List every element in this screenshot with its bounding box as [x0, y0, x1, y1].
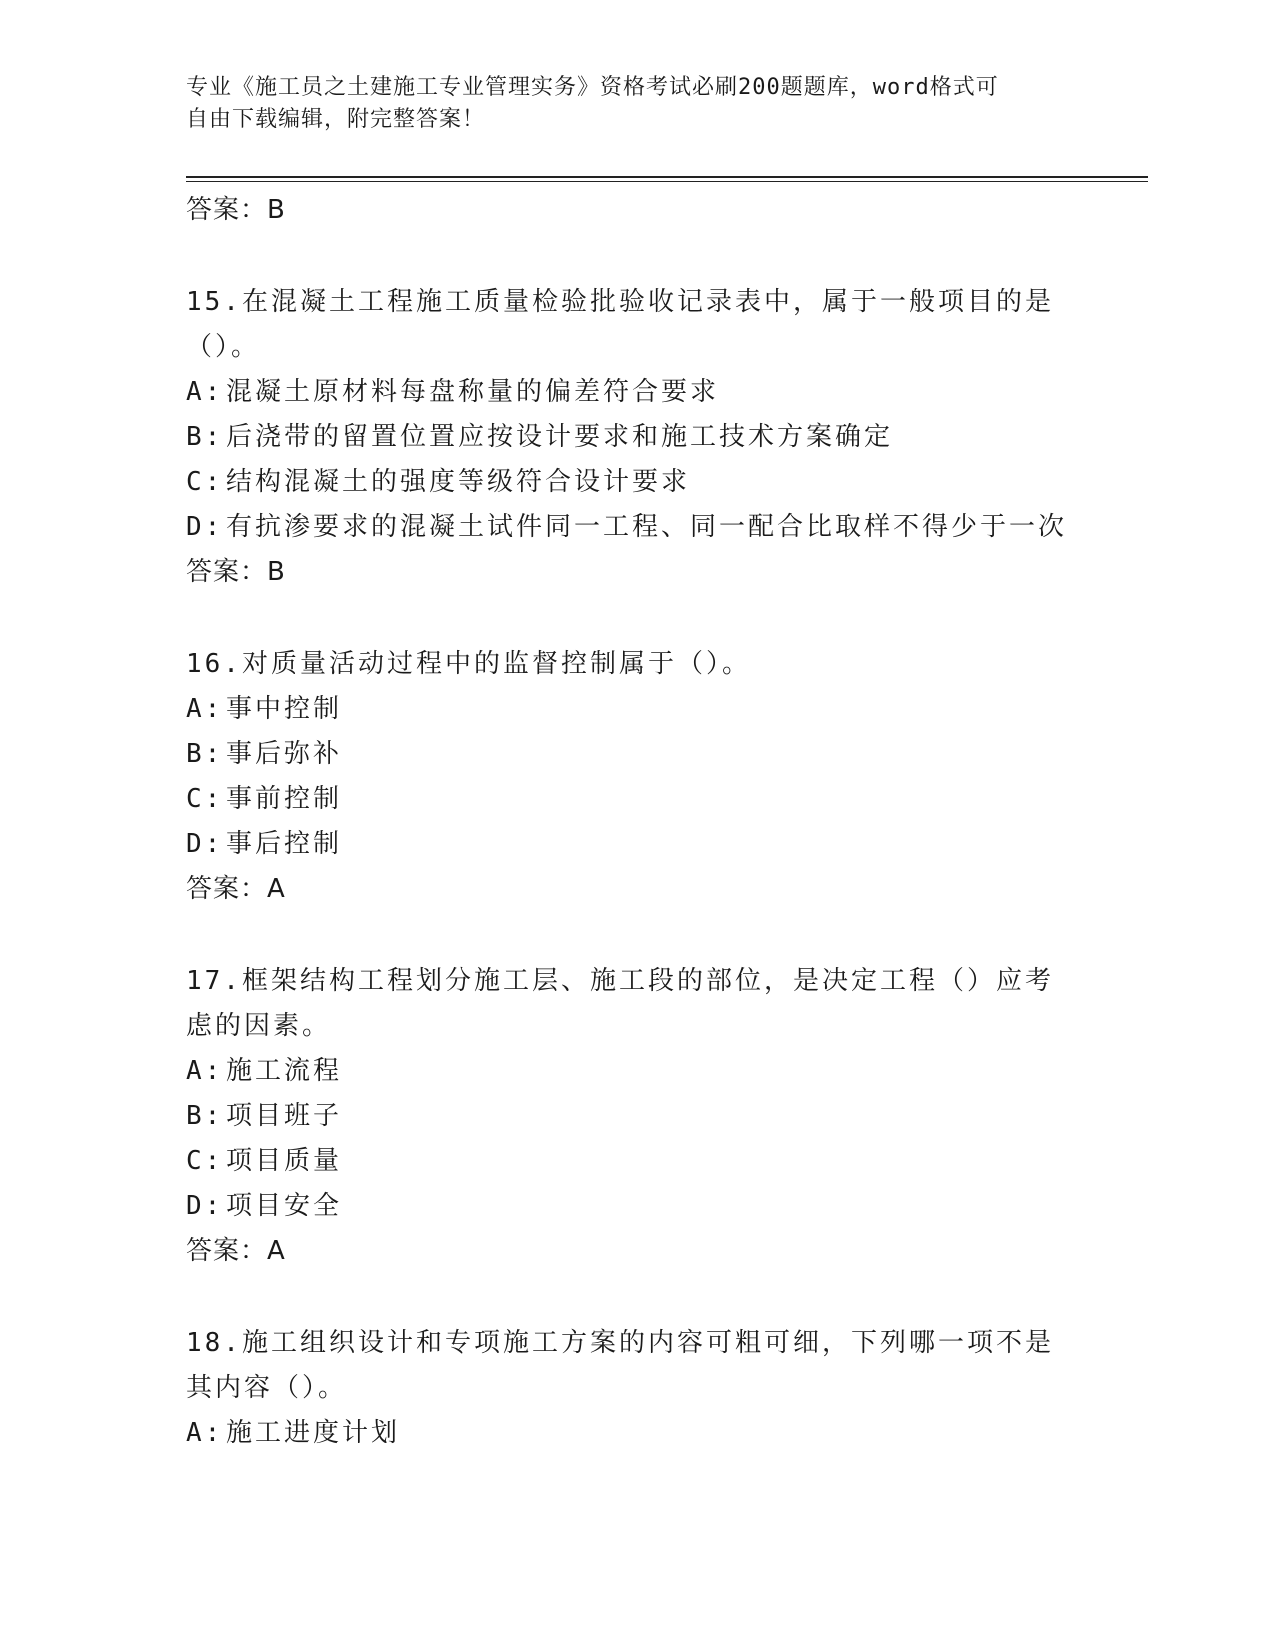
- question-stem: 16.对质量活动过程中的监督控制属于（）。: [186, 649, 751, 679]
- option-letter: C:: [186, 1146, 224, 1176]
- option-letter: A:: [186, 694, 224, 724]
- question-block: [186, 1321, 1066, 1456]
- option-letter: B:: [186, 739, 224, 769]
- option-text: 结构混凝土的强度等级符合设计要求: [226, 467, 691, 497]
- option-letter: B:: [186, 1101, 224, 1131]
- option-c: [186, 777, 1066, 822]
- option-text: 事后控制: [226, 829, 343, 859]
- option-letter: A:: [186, 1056, 224, 1086]
- option-letter: D:: [186, 512, 224, 542]
- option-letter: A:: [186, 377, 224, 407]
- option-text: 项目班子: [226, 1101, 343, 1131]
- option-d: [186, 822, 1066, 867]
- option-a: [186, 1049, 1066, 1094]
- question-block: [186, 280, 1066, 594]
- option-d: [186, 1184, 1066, 1229]
- option-b: [186, 415, 1066, 460]
- question-stem: 18.施工组织设计和专项施工方案的内容可粗可细，下列哪一项不是其内容（）。: [186, 1328, 1054, 1403]
- spacer: [186, 232, 1066, 280]
- option-d: [186, 505, 1066, 550]
- option-letter: D:: [186, 829, 224, 859]
- answer-line: 答案：A: [186, 874, 286, 904]
- header-rule-thick: [186, 176, 1148, 178]
- page-header: [186, 72, 1066, 136]
- option-text: 混凝土原材料每盘称量的偏差符合要求: [226, 377, 720, 407]
- option-c: [186, 1139, 1066, 1184]
- spacer: [186, 594, 1066, 642]
- option-letter: C:: [186, 784, 224, 814]
- option-letter: B:: [186, 422, 224, 452]
- option-text: 项目安全: [226, 1191, 343, 1221]
- question-stem: 15.在混凝土工程施工质量检验批验收记录表中，属于一般项目的是（）。: [186, 287, 1054, 362]
- option-text: 事前控制: [226, 784, 343, 814]
- question-block: [186, 642, 1066, 911]
- option-a: [186, 687, 1066, 732]
- question-list: [186, 188, 1066, 1456]
- option-text: 事后弥补: [226, 739, 343, 769]
- option-a: [186, 1411, 1066, 1456]
- option-b: [186, 1094, 1066, 1139]
- option-c: [186, 460, 1066, 505]
- option-letter: A:: [186, 1418, 224, 1448]
- option-a: [186, 370, 1066, 415]
- option-letter: D:: [186, 1191, 224, 1221]
- header-line-1: 专业《施工员之土建施工专业管理实务》资格考试必刷200题题库，word格式可: [186, 75, 999, 100]
- header-rule-thin: [186, 181, 1148, 182]
- spacer: [186, 1273, 1066, 1321]
- answer-line: 答案：B: [186, 557, 286, 587]
- answer-line: 答案：B: [186, 195, 286, 225]
- option-text: 事中控制: [226, 694, 343, 724]
- option-text: 项目质量: [226, 1146, 343, 1176]
- option-text: 有抗渗要求的混凝土试件同一工程、同一配合比取样不得少于一次: [226, 512, 1068, 542]
- option-letter: C:: [186, 467, 224, 497]
- header-line-2: 自由下载编辑，附完整答案！: [186, 107, 486, 132]
- option-text: 施工流程: [226, 1056, 343, 1086]
- option-text: 施工进度计划: [226, 1418, 401, 1448]
- option-text: 后浇带的留置位置应按设计要求和施工技术方案确定: [226, 422, 894, 452]
- option-b: [186, 732, 1066, 777]
- answer-line: 答案：A: [186, 1236, 286, 1266]
- question-stem: 17.框架结构工程划分施工层、施工段的部位，是决定工程（）应考虑的因素。: [186, 966, 1054, 1041]
- question-block: [186, 959, 1066, 1273]
- spacer: [186, 911, 1066, 959]
